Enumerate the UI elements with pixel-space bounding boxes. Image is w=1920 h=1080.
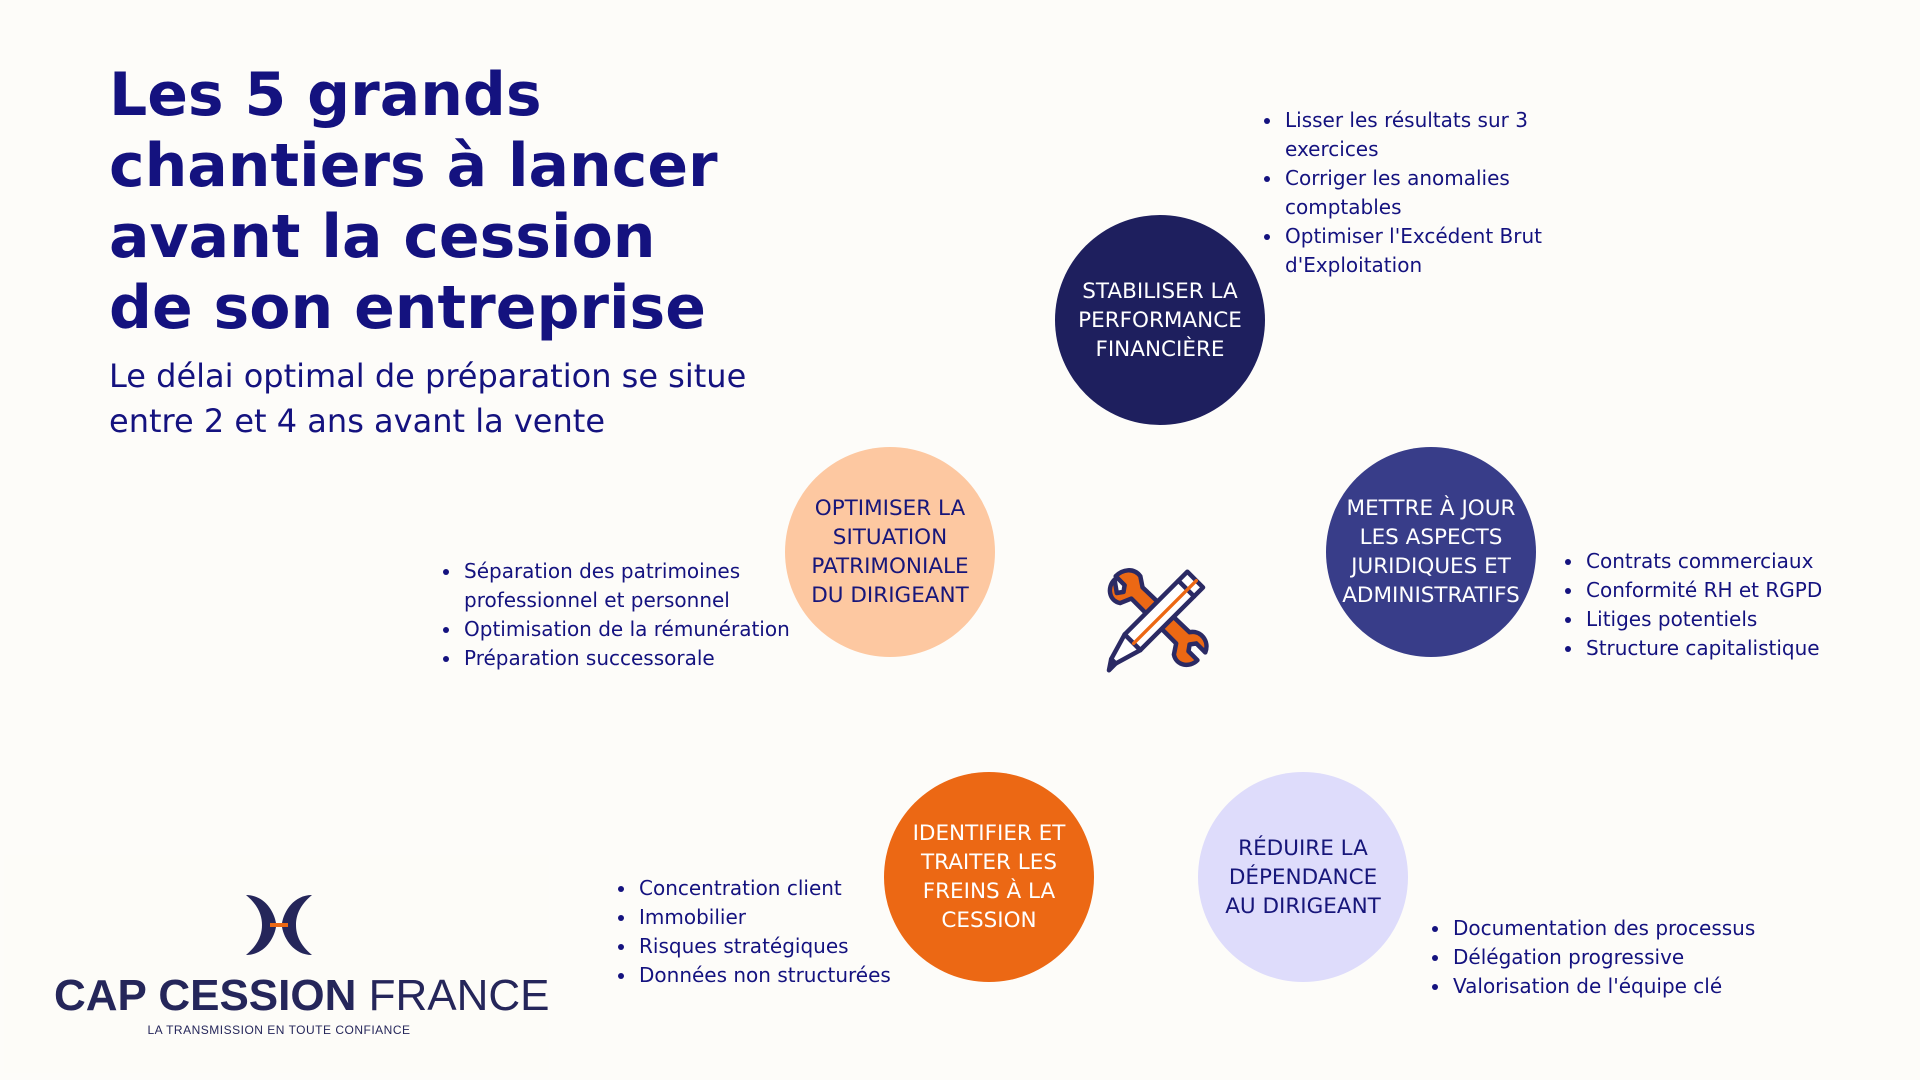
logo-wordmark	[54, 968, 550, 1024]
list-item: • Séparation des patrimoines professionnel et personnel	[462, 557, 832, 615]
list-item: • Conformité RH et RGPD	[1584, 576, 1904, 605]
chantier-circle-freins: IDENTIFIER ET TRAITER LES FREINS À LA CESSION	[884, 772, 1094, 982]
list-item: • Préparation successorale	[462, 644, 832, 673]
list-item: • Documentation des processus	[1451, 914, 1811, 943]
list-item: • Valorisation de l'équipe clé	[1451, 972, 1811, 1001]
chantier-list-dependance	[1429, 914, 1811, 1001]
chantier-list-freins	[615, 874, 957, 990]
logo-name-bold: CAP CESSION	[54, 971, 357, 1020]
list-item: • Structure capitalistique	[1584, 634, 1904, 663]
wrench-pencil-crossed-icon	[1100, 565, 1212, 677]
logo-panel	[4, 855, 549, 1073]
list-item: • Corriger les anomalies comptables	[1283, 164, 1583, 222]
page-subtitle: Le délai optimal de préparation se situe entre 2 et 4 ans avant la vente	[109, 357, 747, 440]
chantier-list-stabiliser	[1261, 106, 1583, 280]
page-title: Les 5 grands chantiers à lancer avant la cession de son entreprise	[109, 60, 718, 343]
list-item: • Contrats commerciaux	[1584, 547, 1904, 576]
list-item: • Données non structurées	[637, 961, 957, 990]
list-item: • Optimiser l'Excédent Brut d'Exploitation	[1283, 222, 1583, 280]
list-item: • Concentration client	[637, 874, 957, 903]
list-item: • Optimisation de la rémunération	[462, 615, 832, 644]
chantier-list-juridique	[1562, 547, 1904, 663]
list-item: • Lisser les résultats sur 3 exercices	[1283, 106, 1583, 164]
logo-tagline: LA TRANSMISSION EN TOUTE CONFIANCE	[147, 1023, 411, 1037]
chantier-circle-juridique: METTRE À JOUR LES ASPECTS JURIDIQUES ET ADMINISTRATIFS	[1326, 447, 1536, 657]
chantier-circle-optimiser: OPTIMISER LA SITUATION PATRIMONIALE DU DIRIGEANT	[785, 447, 995, 657]
list-item: • Délégation progressive	[1451, 943, 1811, 972]
cap-cession-logo-mark-icon	[244, 893, 314, 957]
chantier-circle-dependance: RÉDUIRE LA DÉPENDANCE AU DIRIGEANT	[1198, 772, 1408, 982]
list-item: • Litiges potentiels	[1584, 605, 1904, 634]
logo-name-light: FRANCE	[356, 971, 550, 1020]
list-item: • Risques stratégiques	[637, 932, 957, 961]
chantier-list-optimiser	[440, 557, 832, 673]
list-item: • Immobilier	[637, 903, 957, 932]
chantier-circle-stabiliser: STABILISER LA PERFORMANCE FINANCIÈRE	[1055, 215, 1265, 425]
